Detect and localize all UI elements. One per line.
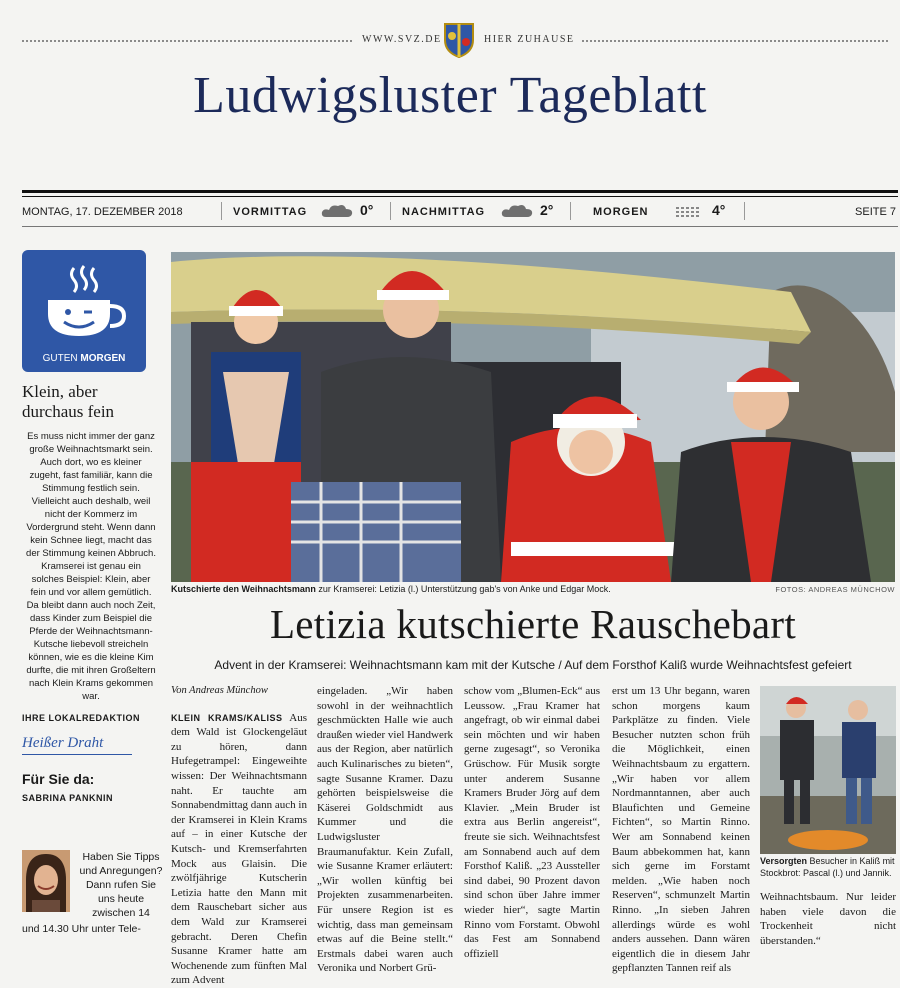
roofline: KLEIN KRAMS/KALISS (171, 712, 283, 723)
divider (744, 202, 745, 220)
caption-lead: Versorgten (760, 856, 808, 866)
photo-credit: FOTOS: ANDREAS MÜNCHOW (775, 585, 895, 594)
main-photo-caption (171, 584, 895, 598)
hotline-heading: Heißer Draht (22, 735, 132, 755)
caption-lead: Kutschierte den Weihnachtsmann (171, 584, 316, 594)
column-text: Aus dem Wald ist Glockengeläut zu hören, dann Hufegetrampel: Eingeweihte wissen: Der Weihnachtsmann naht. Er tauchte am Sonnabendmittag dann auch in der Kramserei in Klein Krams auf – in einer Kutsche der Kutsch- und Kremserfahrten Mock aus Glaisin. Die zwölfjährige Kutscherin Letizia hatte den Mann mit dem Rauschebart sicher aus dem Wald zur Kramserei gebracht. Deren Chefin Susanne Kramer hatte am Wochenende zum fünften Mal zum Advent (171, 711, 307, 987)
forecast-temp-morning: 0° (360, 202, 374, 218)
site-url[interactable]: WWW.SVZ.DE (362, 34, 442, 45)
sidebar-signature: IHRE LOKALREDAKTION (22, 713, 140, 723)
column-text: Weihnachtsbaum. Nur leider haben viele davon die Trockenheit nicht überstanden.“ (760, 891, 896, 947)
main-photo (171, 252, 895, 582)
forecast-temp-afternoon: 2° (540, 202, 554, 218)
contact-portrait (22, 850, 70, 912)
article-column-4 (612, 684, 750, 976)
divider (570, 202, 571, 220)
column-text: eingeladen. „Wir haben sowohl in der weihnachtlich geschmückten Halle wie auch draußen wieder viel Handwerk aus der Region, aber natürlich auch Kulinarisches zu bieten“, sagte Susanne Kramer. Dazu gehörten beispielsweise die Käserei Goldschmidt aus Kummer und die Ludwigsluster Braumanufaktur. Kein Zufall, wie Susanne Kramer erläutert: „Wir wollen künftig bei Projekten zusammenarbeiten. Für unsere Region ist es wichtig, dass man gemeinsam etwas auf die Beine stellt.“ Erstmals dabei waren auch Veronika und Norbert Grü- (317, 685, 453, 975)
contact-text-cont: und 14.30 Uhr unter Tele- (22, 923, 141, 935)
forecast-label-morning: VORMITTAG (233, 206, 308, 218)
byline: Von Andreas Münchow (171, 685, 268, 696)
issue-date: MONTAG, 17. DEZEMBER 2018 (22, 206, 183, 218)
article-column-3 (464, 684, 600, 961)
top-strip (22, 30, 888, 50)
divider (221, 202, 222, 220)
fog-icon (674, 205, 702, 219)
caption-text: zur Kramserei: Letizia (l.) Unterstützung gab's von Anke und Edgar Mock. (315, 584, 611, 594)
secondary-photo (760, 686, 896, 854)
page-number: SEITE 7 (855, 206, 896, 218)
caption-text: Besucher in Kaliß mit Stockbrot: Pascal (l.) und Jannik. (760, 856, 895, 878)
dateline-bar (22, 200, 898, 224)
dotted-rule-right (582, 40, 888, 42)
column-text: schow vom „Blumen-Eck“ aus Leussow. „Frau Kramer hat angefragt, ob wir einmal dabei sein möchten und wir haben gerne zugesagt“, so Veronika Grüschow. Für Musik sorgte unter anderem Susanne Kramers Bruder Jörg auf dem Klavier. „Mein Bruder ist extra aus Berlin angereist“, freute sie sich. Weihnachtsfest am Sonnabend auch auf dem Forsthof Kaliß. „23 Aussteller sind dabei, 90 Prozent davon sind schon über Jahre immer wieder hier“, sagte Martin Rinno vom Forstamt. Obwohl das Fest am Sonnabend offiziell (464, 685, 600, 960)
masthead: Ludwigsluster Tageblatt (193, 67, 707, 124)
article-column-2 (317, 684, 453, 976)
column-text: erst um 13 Uhr begann, waren schon morgens kaum Parkplätze zu finden. Viele Besucher nutzten schon früh die Möglichkeit, einen Weihnachtsbaum zu ergattern. „Wir haben vor allem Nordmanntannen, aber auch Blaufichten und Gemeine Fichten“, so Martin Rinno. Wer am Sonnabend keinen Baum abbekommen hat, kann sich gerne im Forstamt melden. „Wie haben noch Reserven“, schmunzelt Martin Rinno. „In sieben Jahren allerdings würde es wohl anders aussehen. Dann wären eigentlich die in diesem Jahr gepflanzten Tannen reif als (612, 685, 750, 975)
contact-text: Haben Sie Tipps und Anregungen? Dann rufen Sie uns heute zwischen 14 (79, 851, 163, 919)
sidebar-headline: Klein, aber durchaus fein (22, 382, 115, 421)
masthead-rule (22, 190, 898, 193)
site-tagline: HIER ZUHAUSE (484, 34, 575, 45)
cloud-icon (320, 203, 354, 219)
contact-block (22, 250, 164, 940)
secondary-photo-caption (760, 856, 896, 879)
cloud-icon (500, 203, 534, 219)
guten-morgen-label: GUTEN MORGEN (42, 353, 126, 364)
contact-name: SABRINA PANKNIN (22, 793, 114, 803)
masthead-rule-thin (22, 196, 898, 197)
coat-of-arms-icon (442, 22, 476, 58)
article-headline: Letizia kutschierte Rauschebart (269, 601, 797, 647)
forecast-temp-tomorrow: 4° (712, 202, 726, 218)
sidebar-body: Es muss nicht immer der ganz große Weihnachtsmarkt sein. Auch dort, wo es kleiner zugeht, fast familiär, kann die Stimmung festlich sein. Vielleicht auch deshalb, weil nicht der Kommerz im Vordergrund steht. Wenn dann kein Schnee liegt, macht das der Stimmung keinen Abbruch. Kramserei ist genau ein solches Beispiel: Klein, aber fein und vor allem gemütlich. Da bleibt dann auch noch Zeit, dass Kinder zum Beispiel die Pferde der Weihnachtsmann-Kutsche liebevoll streicheln können, wie es die kleine Kim durfte, die mit ihren Großeltern nach Klein Krams gekommen war. (26, 431, 156, 702)
forecast-label-tomorrow: MORGEN (593, 206, 649, 218)
article-column-1 (171, 684, 307, 988)
dateline-rule (22, 226, 898, 227)
forecast-label-afternoon: NACHMITTAG (402, 206, 486, 218)
divider (390, 202, 391, 220)
article-column-5 (760, 890, 896, 948)
contact-heading: Für Sie da: (22, 771, 95, 787)
dotted-rule-left (22, 40, 352, 42)
article-subhead: Advent in der Kramserei: Weihnachtsmann kam mit der Kutsche / Auf dem Forsthof Kaliß wurde Weihnachtsfest gefeiert (214, 658, 852, 672)
